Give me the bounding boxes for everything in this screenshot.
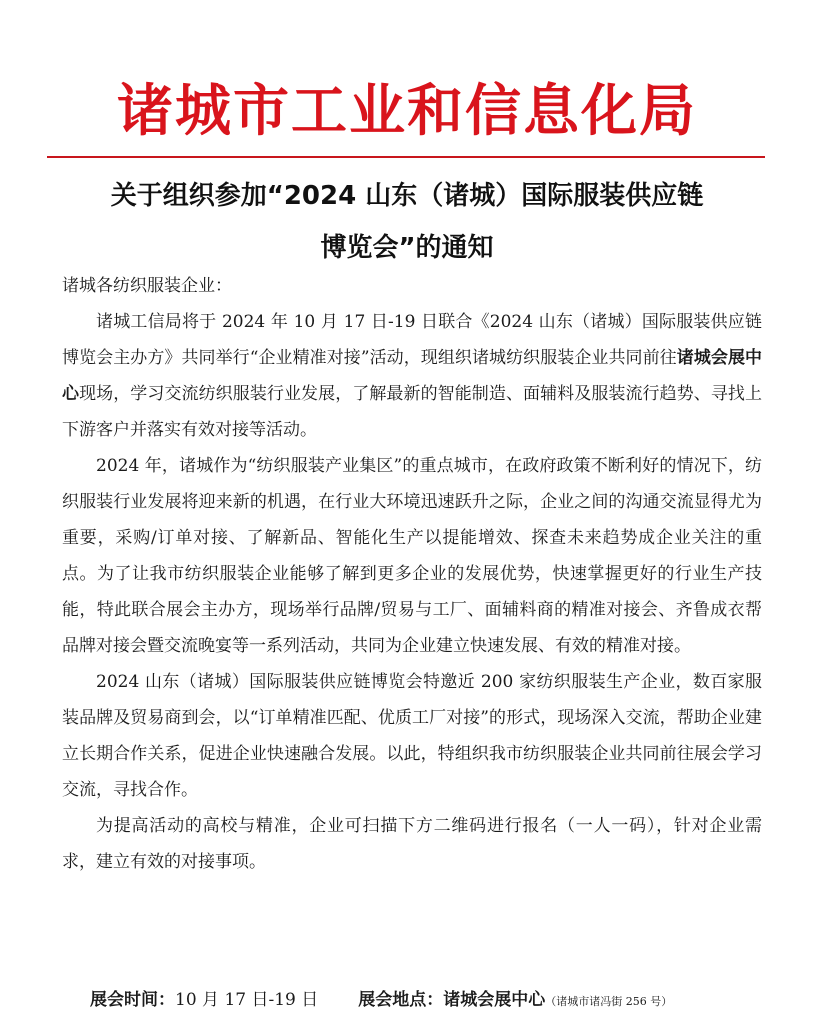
- event-time-label: 展会时间：: [90, 990, 175, 1010]
- notice-title-line-1: 关于组织参加“2024 山东（诸城）国际服装供应链: [110, 181, 704, 211]
- red-divider-rule: [47, 156, 765, 158]
- salutation: 诸城各纺织服装企业：: [62, 276, 232, 296]
- paragraph-3: 2024 山东（诸城）国际服装供应链博览会特邀近 200 家纺织服装生产企业，数百家服装品牌及贸易商到会，以“订单精准匹配、优质工厂对接”的形式，现场深入交流，帮助企业建立长期合作关系，促进企业快速融合发展。以此，特组织我市纺织服装企业共同前往展会学习交流，寻找合作。: [62, 672, 762, 800]
- event-place-label: 展会地点：: [358, 990, 444, 1010]
- event-place-value: 诸城会展中心: [443, 990, 546, 1010]
- notice-title: [40, 170, 774, 274]
- paragraph-1: [62, 304, 762, 448]
- paragraph-1-text-a: 诸城工信局将于 2024 年 10 月 17 日-19 日联合《2024 山东（诸城）国际服装供应链博览会主办方》共同举行“企业精准对接”活动，现组织诸城纺织服装企业共同前往: [62, 312, 762, 368]
- paragraph-2: 2024 年，诸城作为“纺织服装产业集区”的重点城市，在政府政策不断利好的情况下，纺织服装行业发展将迎来新的机遇，在行业大环境迅速跃升之际，企业之间的沟通交流显得尤为重要，采购/订单对接、了解新品、智能化生产以提能增效、探查未来趋势成企业关注的重点。为了让我市纺织服装企业能够了解到更多企业的发展优势，快速掌握更好的行业生产技能，特此联合展会主办方，现场举行品牌/贸易与工厂、面辅料商的精准对接会、齐鲁成衣帮品牌对接会暨交流晚宴等一系列活动，共同为企业建立快速发展、有效的精准对接。: [62, 456, 762, 656]
- paragraph-1-text-b: 现场，学习交流纺织服装行业发展，了解最新的智能制造、面辅料及服装流行趋势、寻找上下游客户并落实有效对接等活动。: [62, 384, 763, 440]
- paragraph-4: 为提高活动的高校与精准，企业可扫描下方二维码进行报名（一人一码），针对企业需求，建立有效的对接事项。: [62, 816, 762, 872]
- notice-title-line-2: 博览会”的通知: [320, 233, 494, 263]
- agency-header: 诸城市工业和信息化局: [117, 79, 697, 144]
- event-place-address: （诸城市诸冯街 256 号）: [545, 995, 673, 1008]
- event-info-line: [90, 982, 780, 1020]
- event-time-value: 10 月 17 日-19 日: [175, 990, 319, 1010]
- notice-body: [62, 268, 762, 880]
- venue-highlight: 诸城会展中心: [62, 348, 763, 404]
